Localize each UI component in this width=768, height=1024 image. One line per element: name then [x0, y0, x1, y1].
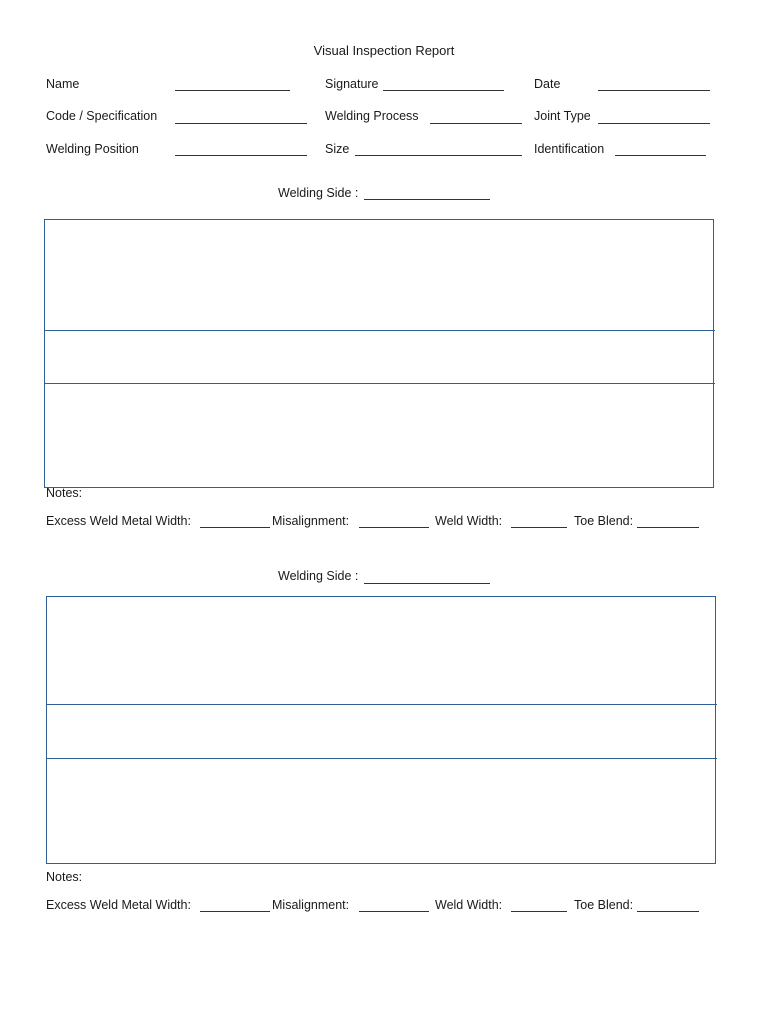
weld-width-label: Weld Width: [435, 898, 503, 912]
signature-label: Signature [325, 77, 379, 91]
date-field[interactable] [598, 90, 710, 91]
name-label: Name [46, 77, 80, 91]
toe-blend-label: Toe Blend: [574, 898, 634, 912]
toe-blend-field[interactable] [637, 911, 699, 912]
weld-band [46, 704, 717, 759]
excess-weld-metal-width-field[interactable] [200, 527, 270, 528]
toe-blend-label: Toe Blend: [574, 514, 634, 528]
identification-label: Identification [534, 142, 605, 156]
weld-width-field[interactable] [511, 911, 567, 912]
weld-sketch-box[interactable] [44, 219, 714, 488]
joint-type-field[interactable] [598, 123, 710, 124]
misalignment-field[interactable] [359, 527, 429, 528]
excess-weld-metal-width-field[interactable] [200, 911, 270, 912]
welding-process-field[interactable] [430, 123, 522, 124]
toe-blend-field[interactable] [637, 527, 699, 528]
welding-position-label: Welding Position [46, 142, 139, 156]
misalignment-label: Misalignment: [272, 898, 350, 912]
misalignment-field[interactable] [359, 911, 429, 912]
weld-width-label: Weld Width: [435, 514, 503, 528]
page-title: Visual Inspection Report [313, 43, 455, 58]
notes-label: Notes: [46, 870, 83, 884]
weld-sketch-box[interactable] [46, 596, 716, 864]
date-label: Date [534, 77, 561, 91]
signature-field[interactable] [383, 90, 504, 91]
joint-type-label: Joint Type [534, 109, 591, 123]
weld-width-field[interactable] [511, 527, 567, 528]
welding-process-label: Welding Process [325, 109, 419, 123]
measurements-row [46, 898, 191, 912]
excess-weld-metal-width-label: Excess Weld Metal Width: [46, 514, 191, 528]
welding-side-field[interactable] [364, 583, 490, 584]
name-field[interactable] [175, 90, 290, 91]
welding-side-field[interactable] [364, 199, 490, 200]
measurements-row [46, 514, 191, 528]
welding-position-field[interactable] [175, 155, 307, 156]
size-label: Size [325, 142, 350, 156]
excess-weld-metal-width-label: Excess Weld Metal Width: [46, 898, 191, 912]
identification-field[interactable] [615, 155, 706, 156]
weld-band [44, 330, 715, 384]
welding-side-label: Welding Side : [278, 186, 359, 200]
code-specification-label: Code / Specification [46, 109, 158, 123]
misalignment-label: Misalignment: [272, 514, 350, 528]
code-specification-field[interactable] [175, 123, 307, 124]
notes-label: Notes: [46, 486, 83, 500]
welding-side-label: Welding Side : [278, 569, 359, 583]
size-field[interactable] [355, 155, 522, 156]
